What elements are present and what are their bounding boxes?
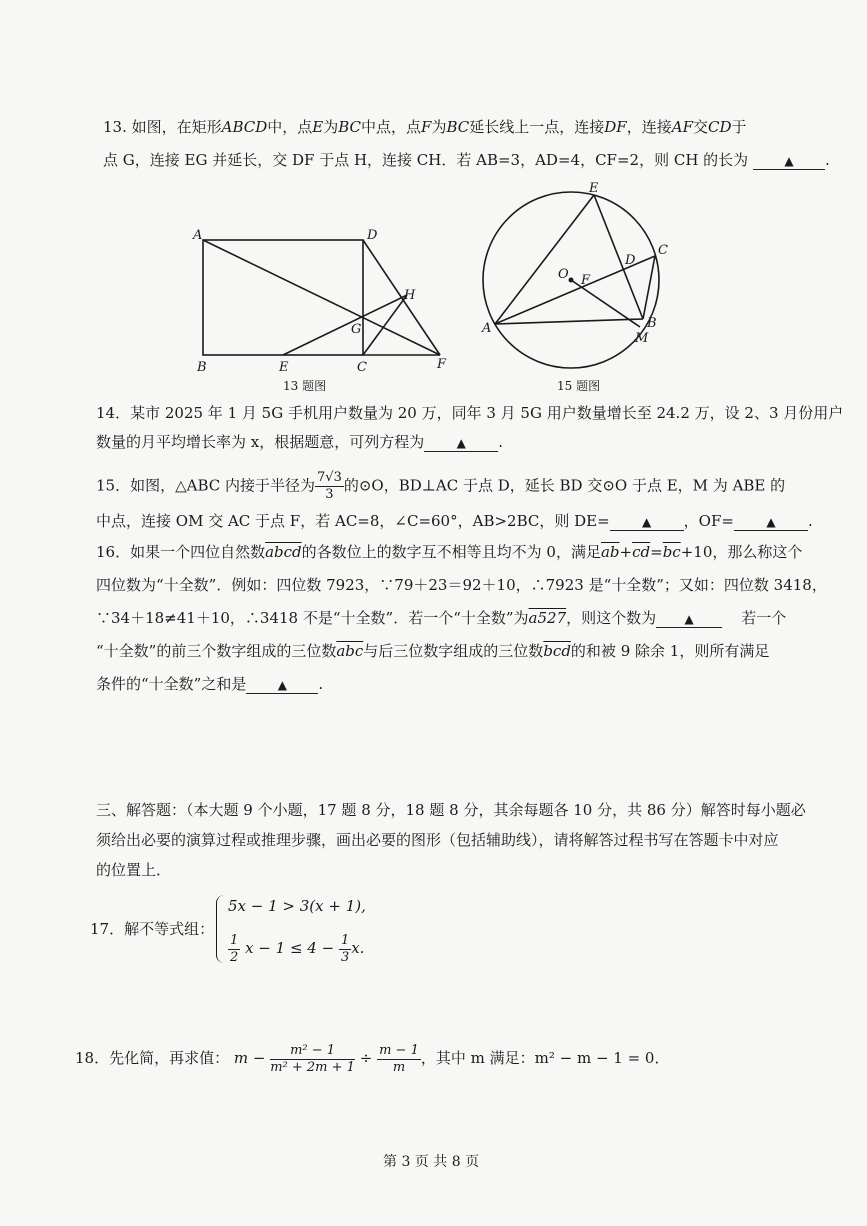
q14-answer-blank[interactable] bbox=[424, 433, 498, 452]
q17-text: x. bbox=[351, 939, 365, 957]
answer-triangle-icon: ▲ bbox=[642, 515, 652, 529]
q15-line1 bbox=[96, 470, 785, 503]
q13-label-c: C bbox=[357, 360, 367, 375]
q16-text: 条件的“十全数”之和是 bbox=[96, 675, 247, 693]
fraction-denominator: 3 bbox=[325, 487, 334, 502]
q18-text: m − bbox=[233, 1049, 266, 1067]
q15-figure bbox=[475, 182, 675, 382]
q13-text: ，连接 bbox=[626, 118, 672, 136]
q17-label: 17．解不等式组： bbox=[90, 920, 215, 938]
q16-line2: 四位数为“十全数”．例如：四位数 7923，∵79＋23＝92＋10，∴7923 是“十全数”；又如：四位数 3418， bbox=[96, 576, 827, 594]
q15-of-blank[interactable] bbox=[734, 512, 808, 531]
q15-text: 的⊙O，BD⊥AC 于点 D，延长 BD 交⊙O 于点 E，M 为 ABE 的 bbox=[343, 476, 786, 495]
q16-text: 与后三位数字组成的三位数 bbox=[363, 642, 544, 660]
q13-answer-blank[interactable] bbox=[753, 151, 825, 170]
q15-line2: 中点，连接 OM 交 AC 于点 F，若 AC=8，∠C=60°，AB>2BC，则 DE= ▲ ，OF= ▲ . bbox=[96, 512, 813, 530]
answer-triangle-icon: ▲ bbox=[277, 678, 287, 692]
q17-ineq1: 5x − 1 > 3(x + 1), bbox=[228, 897, 366, 915]
segment-eh bbox=[283, 295, 407, 355]
q13-label-e: E bbox=[279, 360, 289, 375]
q16-line1 bbox=[96, 542, 802, 562]
q16-text: ∵34＋18≠41＋10，∴3418 不是“十全数”．若一个“十全数”为 bbox=[96, 609, 529, 627]
q13-text: BC bbox=[446, 118, 470, 136]
section3-line1: 三、解答题：（本大题 9 个小题，17 题 8 分，18 题 8 分，其余每题各 10 分，共 86 分）解答时每小题必 bbox=[96, 801, 806, 819]
q15-de-blank[interactable] bbox=[610, 512, 684, 531]
q13-text: CD bbox=[708, 118, 732, 136]
fraction-numerator: 7√3 bbox=[317, 470, 342, 485]
q13-label-a: A bbox=[193, 228, 203, 243]
q15-caption: 15 题图 bbox=[557, 379, 601, 393]
segment-ab bbox=[495, 319, 643, 324]
page-footer: 第 3 页 共 8 页 bbox=[383, 1154, 480, 1170]
fraction-denominator: 3 bbox=[340, 949, 350, 965]
q13-line1 bbox=[103, 117, 747, 137]
q16-line4 bbox=[96, 641, 769, 661]
rectangle-abcd bbox=[203, 240, 363, 355]
q18-frac1 bbox=[270, 1043, 355, 1076]
q13-label-d: D bbox=[367, 228, 378, 243]
q13-text: DF bbox=[604, 118, 627, 136]
q16-text: = bbox=[650, 543, 663, 561]
q16-bcd: $\overline{bcd}$ bbox=[543, 642, 571, 660]
section3-line3: 的位置上． bbox=[96, 861, 172, 879]
q13-label-b: B bbox=[197, 360, 207, 375]
fraction-numerator: m² − 1 bbox=[270, 1043, 355, 1060]
q13-text: ABCD bbox=[221, 118, 268, 136]
q13-text: 为 bbox=[323, 118, 339, 136]
q16-text: 16．如果一个四位自然数 bbox=[96, 543, 266, 561]
q16-cd: $\overline{cd}$ bbox=[632, 543, 651, 561]
q13-text: 延长线上一点，连接 bbox=[469, 118, 605, 136]
q15-label-c: C bbox=[658, 243, 668, 258]
fraction-denominator: 2 bbox=[230, 949, 239, 965]
q15-radius-fraction bbox=[315, 470, 344, 503]
fraction-denominator: m bbox=[392, 1059, 406, 1075]
q16-line3 bbox=[96, 608, 786, 628]
q13-text: 13. 如图，在矩形 bbox=[103, 118, 222, 136]
q18-text: ÷ bbox=[359, 1049, 373, 1067]
q16-sum-blank[interactable] bbox=[246, 675, 318, 694]
q13-label-f: F bbox=[437, 357, 447, 372]
q13-text: 中点，点 bbox=[361, 118, 422, 136]
answer-triangle-icon: ▲ bbox=[456, 436, 466, 450]
q13-figure bbox=[185, 225, 455, 375]
q16-line5: 条件的“十全数”之和是 ▲ . bbox=[96, 675, 324, 693]
q14-line2: 数量的月平均增长率为 x，根据题意，可列方程为 ▲ . bbox=[96, 433, 504, 451]
q18-text: 18．先化简，再求值： bbox=[75, 1049, 230, 1067]
q15-text: 15．如图，△ABC 内接于半径为 bbox=[96, 476, 316, 495]
q15-label-f: F bbox=[581, 273, 591, 288]
q16-text: 若一个 bbox=[741, 609, 787, 627]
q13-text: 交 bbox=[692, 118, 708, 136]
q13-label-g: G bbox=[351, 322, 362, 337]
fraction-numerator: 1 bbox=[340, 932, 350, 948]
q16-bc: $\overline{bc}$ bbox=[662, 543, 681, 561]
q16-a527: a527 bbox=[528, 609, 567, 627]
answer-triangle-icon: ▲ bbox=[766, 515, 776, 529]
q13-line2: 点 G，连接 EG 并延长，交 DF 于点 H，连接 CH．若 AB=3，AD=4，CF=2，则 CH 的长为 ▲ . bbox=[103, 151, 830, 169]
q18-line bbox=[75, 1040, 669, 1076]
q13-text: E bbox=[312, 118, 324, 136]
q13-text: 点 G，连接 EG 并延长，交 DF 于点 H，连接 CH．若 AB=3，AD=4，CF=2，则 CH 的长为 bbox=[103, 151, 749, 169]
q16-ab: $\overline{ab}$ bbox=[600, 543, 620, 561]
q13-label-h: H bbox=[404, 288, 416, 303]
q13-text: F bbox=[421, 118, 432, 136]
q14-line1: 14．某市 2025 年 1 月 5G 手机用户数量为 20 万，同年 3 月 5G 用户数量增长至 24.2 万，设 2、3 月份用户 bbox=[96, 404, 844, 422]
answer-triangle-icon: ▲ bbox=[684, 612, 694, 626]
q17-frac1 bbox=[228, 933, 240, 966]
q14-text: 数量的月平均增长率为 x，根据题意，可列方程为 bbox=[96, 433, 425, 451]
q16-text: +10，那么称这个 bbox=[680, 543, 803, 561]
q16-abcd: abcd bbox=[265, 543, 302, 561]
q13-text: AF bbox=[671, 118, 693, 136]
q16-text: ，则这个数为 bbox=[566, 609, 657, 627]
q15-text: ，OF= bbox=[683, 512, 734, 530]
q15-label-o: O bbox=[558, 267, 569, 282]
fraction-numerator: 1 bbox=[230, 932, 239, 948]
q15-label-e: E bbox=[589, 182, 599, 196]
q16-text: “十全数”的前三个数字组成的三位数 bbox=[96, 642, 337, 660]
segment-ae bbox=[495, 195, 594, 324]
q15-label-d: D bbox=[625, 253, 636, 268]
q17-ineq2 bbox=[228, 932, 364, 966]
q18-text: ，其中 m 满足：m² − m − 1 = 0． bbox=[420, 1049, 670, 1067]
section3-line2: 须给出必要的演算过程或推理步骤，画出必要的图形（包括辅助线），请将解答过程书写在答题卡中对应 bbox=[96, 831, 779, 849]
segment-ch bbox=[363, 295, 407, 355]
q16-number-blank[interactable] bbox=[656, 609, 722, 628]
center-dot bbox=[569, 278, 574, 283]
answer-triangle-icon: ▲ bbox=[784, 154, 794, 168]
q17-brace bbox=[216, 895, 225, 963]
q15-label-a: A bbox=[482, 321, 492, 336]
q15-label-b: B bbox=[647, 316, 657, 331]
q13-text: 于 bbox=[731, 118, 747, 136]
q16-text: 的和被 9 除余 1，则所有满足 bbox=[570, 642, 770, 660]
q18-frac2 bbox=[377, 1043, 421, 1076]
q15-text: 中点，连接 OM 交 AC 于点 F，若 AC=8，∠C=60°，AB>2BC，则 DE= bbox=[96, 512, 610, 530]
q16-text: + bbox=[619, 543, 633, 561]
q13-caption: 13 题图 bbox=[283, 379, 327, 393]
q16-text: 的各数位上的数字互不相等且均不为 0，满足 bbox=[301, 543, 601, 561]
q16-abc: $\overline{abc}$ bbox=[336, 642, 364, 660]
q15-label-m: M bbox=[635, 331, 649, 346]
q13-text: BC bbox=[338, 118, 362, 136]
q13-text: 中，点 bbox=[267, 118, 313, 136]
q13-text: 为 bbox=[431, 118, 447, 136]
q17-frac2 bbox=[339, 933, 351, 966]
fraction-denominator: m² + 2m + 1 bbox=[270, 1059, 355, 1075]
q17-text: x − 1 ≤ 4 − bbox=[245, 939, 335, 957]
fraction-numerator: m − 1 bbox=[379, 1042, 419, 1058]
